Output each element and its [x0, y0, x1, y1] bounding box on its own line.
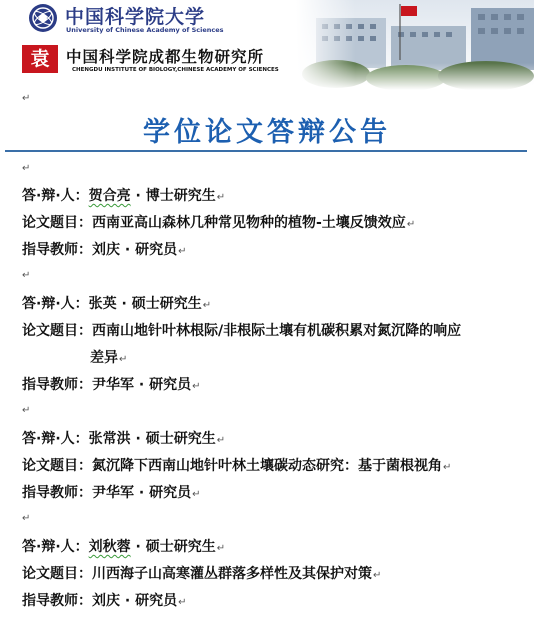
advisor-label: 指导教师： — [22, 593, 92, 609]
paragraph-mark: ↵ — [22, 405, 31, 416]
advisor-name: 刘庆 — [92, 242, 120, 258]
advisor-label: 指导教师： — [22, 485, 92, 501]
advisor-title: 研究员 — [149, 485, 192, 501]
cib-name-cn: 中国科学院成都生物研究所 — [66, 47, 265, 66]
defender-name: 张常洪 — [88, 431, 131, 447]
thesis-row: 论文题目：西南亚高山森林几种常见物种的植物-土壤反馈效应↵ — [22, 215, 416, 231]
thesis-label: 论文题目： — [22, 323, 92, 339]
thesis-title: 川西海子山高寒灌丛群落多样性及其保护对策 — [92, 566, 372, 582]
advisor-label: 指导教师： — [22, 377, 92, 393]
advisor-title: 研究员 — [149, 377, 192, 393]
defender-row: 答·辩·人：张英 · 硕士研究生↵ — [22, 296, 212, 312]
thesis-title-continued: 差异↵ — [90, 350, 128, 366]
defender-label: 答·辩·人： — [22, 296, 89, 312]
advisor-label: 指导教师： — [22, 242, 92, 258]
advisor-title: 研究员 — [135, 593, 178, 609]
paragraph-mark: ↵ — [22, 93, 31, 104]
defender-label: 答·辩·人： — [22, 539, 89, 555]
thesis-row — [22, 321, 461, 341]
degree: 硕士研究生 — [131, 296, 202, 312]
thesis-row: 论文题目：川西海子山高寒灌丛群落多样性及其保护对策↵ — [22, 566, 382, 582]
advisor-title: 研究员 — [135, 242, 178, 258]
defender-name: 张英 — [88, 296, 117, 312]
cib-name-en: CHENGDU INSTITUTE OF BIOLOGY,CHINESE ACADEMY OF SCIENCES — [72, 67, 279, 73]
thesis-title: 西南山地针叶林根际/非根际土壤有机碳积累对氮沉降的响应 — [92, 323, 462, 339]
thesis-title: 西南亚高山森林几种常见物种的植物-土壤反馈效应 — [92, 215, 406, 231]
thesis-title: 氮沉降下西南山地针叶林土壤碳动态研究：基于菌根视角 — [92, 458, 442, 474]
ucas-emblem-icon — [28, 3, 58, 33]
thesis-row: 论文题目：氮沉降下西南山地针叶林土壤碳动态研究：基于菌根视角↵ — [22, 458, 452, 474]
thesis-label: 论文题目： — [22, 215, 92, 231]
advisor-row: 指导教师：尹华军 · 研究员↵ — [22, 377, 201, 393]
paragraph-mark: ↵ — [22, 163, 31, 174]
ucas-name-cn: 中国科学院大学 — [65, 6, 206, 28]
degree: 博士研究生 — [145, 188, 216, 204]
defender-name: 刘秋蓉 — [88, 539, 131, 555]
advisor-row: 指导教师：刘庆 · 研究员↵ — [22, 242, 187, 258]
degree: 硕士研究生 — [145, 431, 216, 447]
thesis-label: 论文题目： — [22, 458, 92, 474]
letterhead — [0, 0, 534, 92]
defender-label: 答·辩·人： — [22, 188, 89, 204]
defender-label: 答·辩·人： — [22, 431, 89, 447]
defender-row: 答·辩·人：张常洪 · 硕士研究生↵ — [22, 431, 226, 447]
degree: 硕士研究生 — [145, 539, 216, 555]
page-title: 学位论文答辩公告 — [143, 117, 391, 148]
defender-name: 贺合亮 — [88, 188, 131, 204]
advisor-row: 指导教师：尹华军 · 研究员↵ — [22, 485, 201, 501]
thesis-label: 论文题目： — [22, 566, 92, 582]
advisor-row: 指导教师：刘庆 · 研究员↵ — [22, 593, 187, 609]
defender-row: 答·辩·人：贺合亮 · 博士研究生↵ — [22, 188, 226, 204]
advisor-name: 尹华军 — [92, 377, 134, 393]
paragraph-mark: ↵ — [22, 513, 31, 524]
advisor-name: 刘庆 — [92, 593, 120, 609]
cib-logo-icon: 袁 — [22, 45, 58, 73]
title-divider — [5, 150, 527, 152]
ucas-name-en: University of Chinese Academy of Sciences — [66, 26, 224, 34]
defender-row: 答·辩·人：刘秋蓉 · 硕士研究生↵ — [22, 539, 226, 555]
paragraph-mark: ↵ — [22, 270, 31, 281]
campus-photo — [296, 0, 534, 90]
advisor-name: 尹华军 — [92, 485, 134, 501]
